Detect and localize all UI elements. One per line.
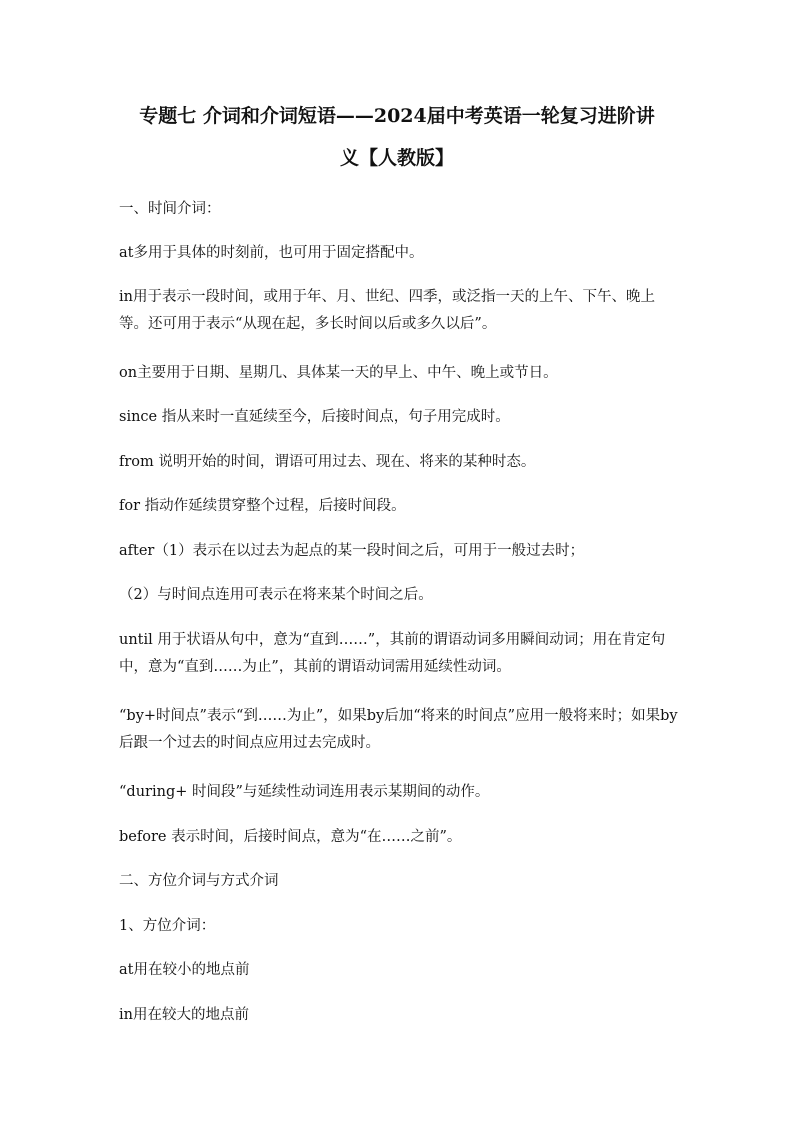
document-title-line-2: 义【人教版】	[339, 147, 454, 169]
subheading-location-prepositions: 1、方位介词：	[119, 918, 216, 934]
paragraph-on: on主要用于日期、星期几、具体某一天的早上、中午、晚上或节日。	[119, 365, 558, 381]
paragraph-until: until 用于状语从句中，意为“直到……”，其前的谓语动词多用瞬间动词；用在肯定句中，意为“直到……为止”，其前的谓语动词需用延续性动词。	[119, 632, 666, 675]
paragraph-at: at多用于具体的时刻前，也可用于固定搭配中。	[119, 245, 424, 261]
paragraph-for: for 指动作延续贯穿整个过程，后接时间段。	[119, 498, 406, 514]
paragraph-at-location: at用在较小的地点前	[119, 962, 250, 978]
section-heading-time-prepositions: 一、时间介词：	[119, 201, 221, 217]
paragraph-before: before 表示时间，后接时间点，意为“在……之前”。	[119, 829, 462, 845]
paragraph-since: since 指从来时一直延续至今，后接时间点，句子用完成时。	[119, 409, 510, 425]
document-title-line-1: 专题七 介词和介词短语——2024届中考英语一轮复习进阶讲	[139, 105, 655, 127]
paragraph-in: in用于表示一段时间，或用于年、月、世纪、四季，或泛指一天的上午、下午、晚上等。还可用于表示“从现在起，多长时间以后或多久以后”。	[119, 289, 655, 332]
paragraph-by: “by+时间点”表示“到……为止”，如果by后加“将来的时间点”应用一般将来时；如果by后跟一个过去的时间点应用过去完成时。	[119, 708, 678, 751]
paragraph-during: “during+ 时间段”与延续性动词连用表示某期间的动作。	[119, 784, 490, 800]
section-heading-location-manner: 二、方位介词与方式介词	[119, 873, 279, 889]
paragraph-in-location: in用在较大的地点前	[119, 1007, 249, 1023]
paragraph-after-1: after（1）表示在以过去为起点的某一段时间之后，可用于一般过去时；	[119, 543, 585, 559]
paragraph-from: from 说明开始的时间，谓语可用过去、现在、将来的某种时态。	[119, 454, 536, 470]
paragraph-after-2: （2）与时间点连用可表示在将来某个时间之后。	[119, 587, 433, 603]
